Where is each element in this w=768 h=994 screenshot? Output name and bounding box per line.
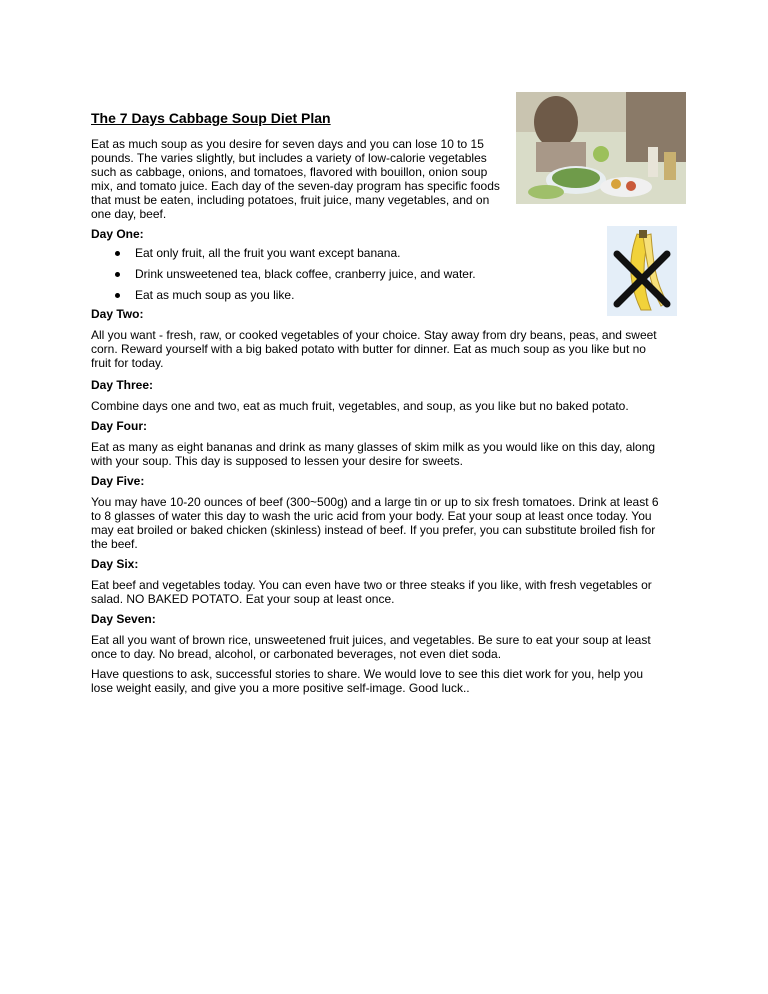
list-item: Eat only fruit, all the fruit you want except banana. — [91, 245, 591, 266]
day-one-heading: Day One: — [91, 227, 144, 241]
day-two-text: All you want - fresh, raw, or cooked vegetables of your choice. Stay away from dry beans, peas, and sweet corn. Reward yourself with a big baked potato with butter for dinner. Eat as much soup as you like but no fruit for today. — [91, 328, 657, 370]
day-four-heading: Day Four: — [91, 419, 148, 433]
day-six-text: Eat beef and vegetables today. You can even have two or three steaks if you like, with fresh vegetables or salad. NO BAKED POTATO. Eat your soup at least once. — [91, 578, 652, 606]
intro-paragraph: Eat as much soup as you desire for seven days and you can lose 10 to 15 pounds. The varies slightly, but includes a variety of low-calorie vegetables such as cabbage, onions, and tomatoes, flavored with bouillon, onion soup mix, and tomato juice. Each day of the seven-day program has specific foods that must be eaten, including potatoes, fruit juice, many vegetables, and on one day, beef. — [91, 137, 500, 221]
day-three-text: Combine days one and two, eat as much fruit, vegetables, and soup, as you like but no baked potato. — [91, 399, 629, 413]
day-seven-heading: Day Seven: — [91, 612, 156, 626]
day-five-heading: Day Five: — [91, 474, 145, 488]
day-two-heading: Day Two: — [91, 307, 144, 321]
list-item: Drink unsweetened tea, black coffee, cranberry juice, and water. — [91, 266, 591, 287]
day-six-heading: Day Six: — [91, 557, 139, 571]
food-photo — [516, 92, 686, 204]
day-seven-text: Eat all you want of brown rice, unsweetened fruit juices, and vegetables. Be sure to eat your soup at least once to day. No bread, alcohol, or carbonated beverages, not even diet soda. — [91, 633, 651, 661]
closing-paragraph: Have questions to ask, successful stories to share. We would love to see this diet work for you, help you lose weight easily, and give you a more positive self-image. Good luck.. — [91, 667, 644, 695]
page-title: The 7 Days Cabbage Soup Diet Plan — [91, 110, 331, 126]
day-one-list — [91, 245, 591, 308]
list-item: Eat as much soup as you like. — [91, 287, 591, 308]
day-five-text: You may have 10-20 ounces of beef (300~500g) and a large tin or up to six fresh tomatoes. Drink at least 6 to 8 glasses of water this day to wash the uric acid from your body. Eat your soup at least once today. You may eat broiled or baked chicken (skinless) instead of beef. If you prefer, you can substitute broiled fish for the beef. — [91, 495, 659, 551]
day-three-heading: Day Three: — [91, 378, 154, 392]
crossed-banana-image — [607, 226, 677, 316]
day-four-text: Eat as many as eight bananas and drink as many glasses of skim milk as you would like on this day, along with your soup. This day is supposed to lessen your desire for sweets. — [91, 440, 656, 468]
